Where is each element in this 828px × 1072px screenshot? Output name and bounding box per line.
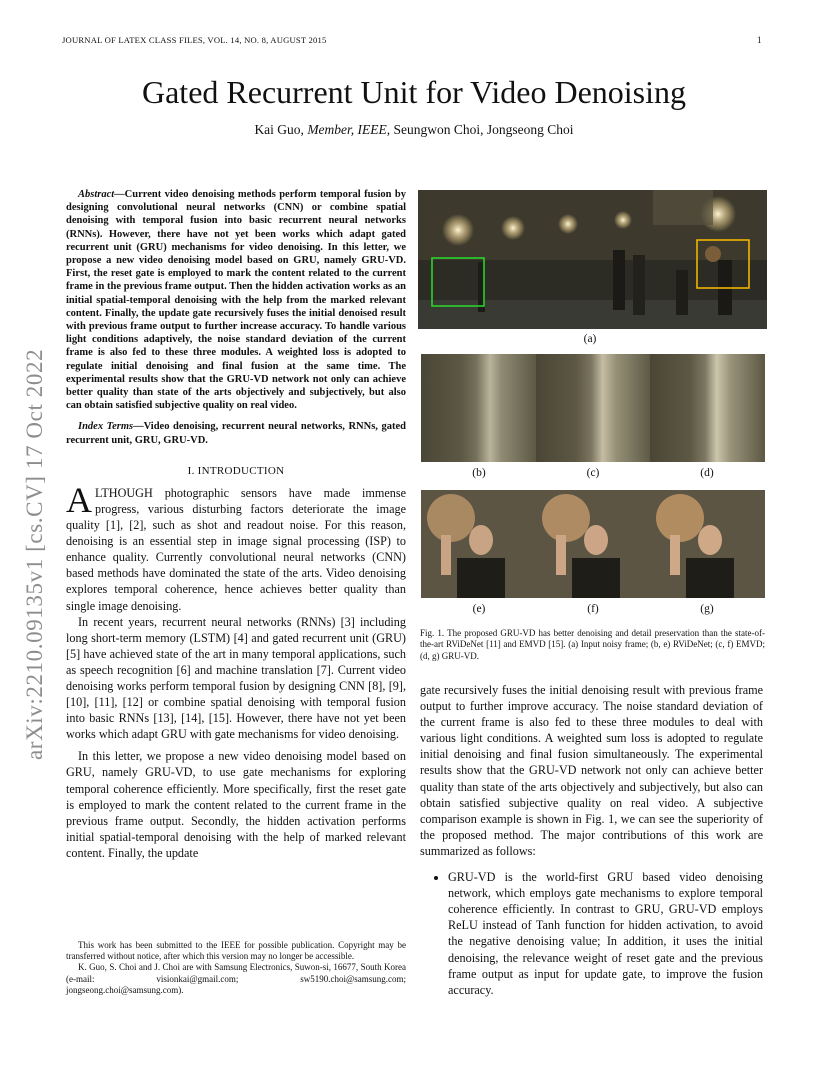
label-d: (d) (700, 467, 714, 479)
abstract-lead: Abstract (78, 189, 115, 200)
author-rest: Seungwon Choi, Jongseong Choi (390, 122, 574, 137)
figure-1-caption: Fig. 1. The proposed GRU-VD has better denoising and detail preservation than the state-of-the-art RViDeNet [11] and EMVD [15]. (a) Input noisy frame; (b, e) RViDeNet; (c, f) EMVD; (d, g) GRU-VD. (420, 628, 765, 661)
author-1: Kai Guo, (254, 122, 304, 137)
index-terms-text: —Video denoising, recurrent neural networks, RNNs, gated recurrent unit, GRU, GRU-VD. (66, 421, 406, 446)
label-b: (b) (472, 467, 486, 479)
intro-paragraph-2: In recent years, recurrent neural networks (RNNs) [3] including long short-term memory (LSTM) [4] and gated recurrent unit (GRU) [5] have achieved state of the art in many temporal applications, such as speech recognition [6] and machine translation [7]. Current video denoising works perform temporal fusion by designing CNN [8], [9], [10], [11], [12] or combine spatial denoising with temporal fusion into basic RNNs [13], [14], [15]. However, there have not yet been works which adapt GRU with gate mechanisms for video denoising. (66, 614, 406, 742)
intro-paragraph-3: In this letter, we propose a new video denoising model based on GRU, namely GRU-VD, to use gate mechanisms for exploring temporal coherence efficiently. More specifically, first the reset gate is employed to mark the content related to the current frame in the previous frame output. Secondly, the hidden activation performs initial spatial-temporal denoising with the help of marked relevant content. Finally, the update (66, 749, 406, 860)
label-f: (f) (587, 603, 599, 615)
person-with-ball-image (536, 490, 651, 598)
intro-paragraph-1-text: LTHOUGH photographic sensors have made immense progress, various disturbing factors deteriorate the image quality [1], [2], such as shot and readout noise. For this reason, denoising is an essential step in image signal processing (ISP) to enhance quality. Currently convolutional neural networks (CNN) based methods have dominated the state of the arts. Video denoising explores temporal coherence, hence achieves better quality than single image denoising. (66, 485, 406, 613)
right-paragraph-1: gate recursively fuses the initial denoising result with previous frame output to further improve accuracy. The noise standard deviation of the current frame is also fed to these three modules to deal with various light conditions. A weighted sum loss is adopted to regulate initial denoising and final fusion simultaneously. The experimental results show that the GRU-VD network not only can achieve better quality than state of the arts objectively and subjectively, but also can obtain satisfied subjective quality on real video. A subjective comparison example is shown in Fig. 1, we can see the superiority of the proposed method. The major contributions of this work are summarized as follows: (420, 683, 763, 858)
running-header: JOURNAL OF LATEX CLASS FILES, VOL. 14, NO. 8, AUGUST 2015 (62, 35, 327, 45)
contributions-list (420, 869, 763, 998)
index-terms (66, 420, 406, 446)
figure-1a-noisy-frame (418, 190, 767, 329)
section-title-introduction: I. INTRODUCTION (187, 464, 285, 477)
footnote-submission: This work has been submitted to the IEEE for possible publication. Copyright may be transferred without notice, after which this version may no longer be accessible. (66, 940, 406, 962)
author-list (0, 122, 828, 138)
label-e: (e) (472, 603, 486, 615)
drop-cap: A (66, 479, 92, 520)
person-with-ball-image (421, 490, 536, 598)
abstract-text: —Current video denoising methods perform temporal fusion by designing convolutional neural networks (CNN) or combine spatial denoising with temporal fusion into basic recurrent neural networks (RNNs). However, there have not yet been works which adapt gated recurrent unit (GRU) mechanisms for video denoising. In this letter, we propose a new video denoising model based on GRU, namely GRU-VD. First, the reset gate is employed to mark the content related to the current frame in the previous frame output. Then the hidden activation works as an initial spatial-temporal denoising with the help from the marked relevant content. Finally, the update gate recursively fuses the initial denoised result with previous frame output to further increase accuracy. To handle various light conditions adaptively, the noise standard deviation of the current frame is also fed to these three modules. A weighted loss is adopted to regulate initial denoising and final fusion at the same time. The experimental results show that the GRU-VD network not only can achieve better quality than state of the arts objectively and subjectively, but also can obtain satisfied subjective quality on real video. (66, 189, 406, 412)
author-1-role: Member, IEEE, (303, 122, 391, 137)
label-a: (a) (583, 333, 597, 345)
figure-1g-gruvd-crop (650, 490, 765, 598)
page-number: 1 (757, 35, 762, 45)
figure-1c-emvd-crop (536, 354, 651, 462)
paper-title: Gated Recurrent Unit for Video Denoising (141, 74, 686, 110)
left-column (66, 188, 406, 861)
figure-1d-gruvd-crop (650, 354, 765, 462)
footnote-affiliation: K. Guo, S. Choi and J. Choi are with Samsung Electronics, Suwon-si, 16677, South Korea (e-mail: visionkai@gmail.com; sw5190.choi@samsung.com; jongseong.choi@samsung.com). (66, 962, 406, 995)
intro-paragraph-1 (66, 479, 406, 614)
person-with-ball-image (650, 490, 765, 598)
arxiv-id[interactable]: arXiv:2210.09135v1 [cs.CV] 17 Oct 2022 (22, 348, 47, 760)
label-g: (g) (700, 603, 714, 615)
basketball-court-scene (418, 190, 767, 329)
figure-1e-rvidenet-crop (421, 490, 536, 598)
figure-1f-emvd-crop (536, 490, 651, 598)
right-column (420, 682, 763, 998)
figure-1b-rvidenet-crop (421, 354, 536, 462)
abstract (66, 188, 406, 412)
label-c: (c) (586, 467, 600, 479)
contribution-item-1: • GRU-VD is the world-first GRU based video denoising network, which employs gate mechanisms to explore temporal coherence efficiently. In contrast to GRU, GRU-VD employs ReLU instead of Tanh function for hidden activation, to avoid the negative denoising value; In addition, it uses the initial denoising, the relevance weight of reset gate and the previous frame output as input for update gate, to improve the fusion accuracy. (448, 869, 763, 998)
index-terms-lead: Index Terms (78, 421, 134, 433)
footnote (66, 940, 406, 996)
